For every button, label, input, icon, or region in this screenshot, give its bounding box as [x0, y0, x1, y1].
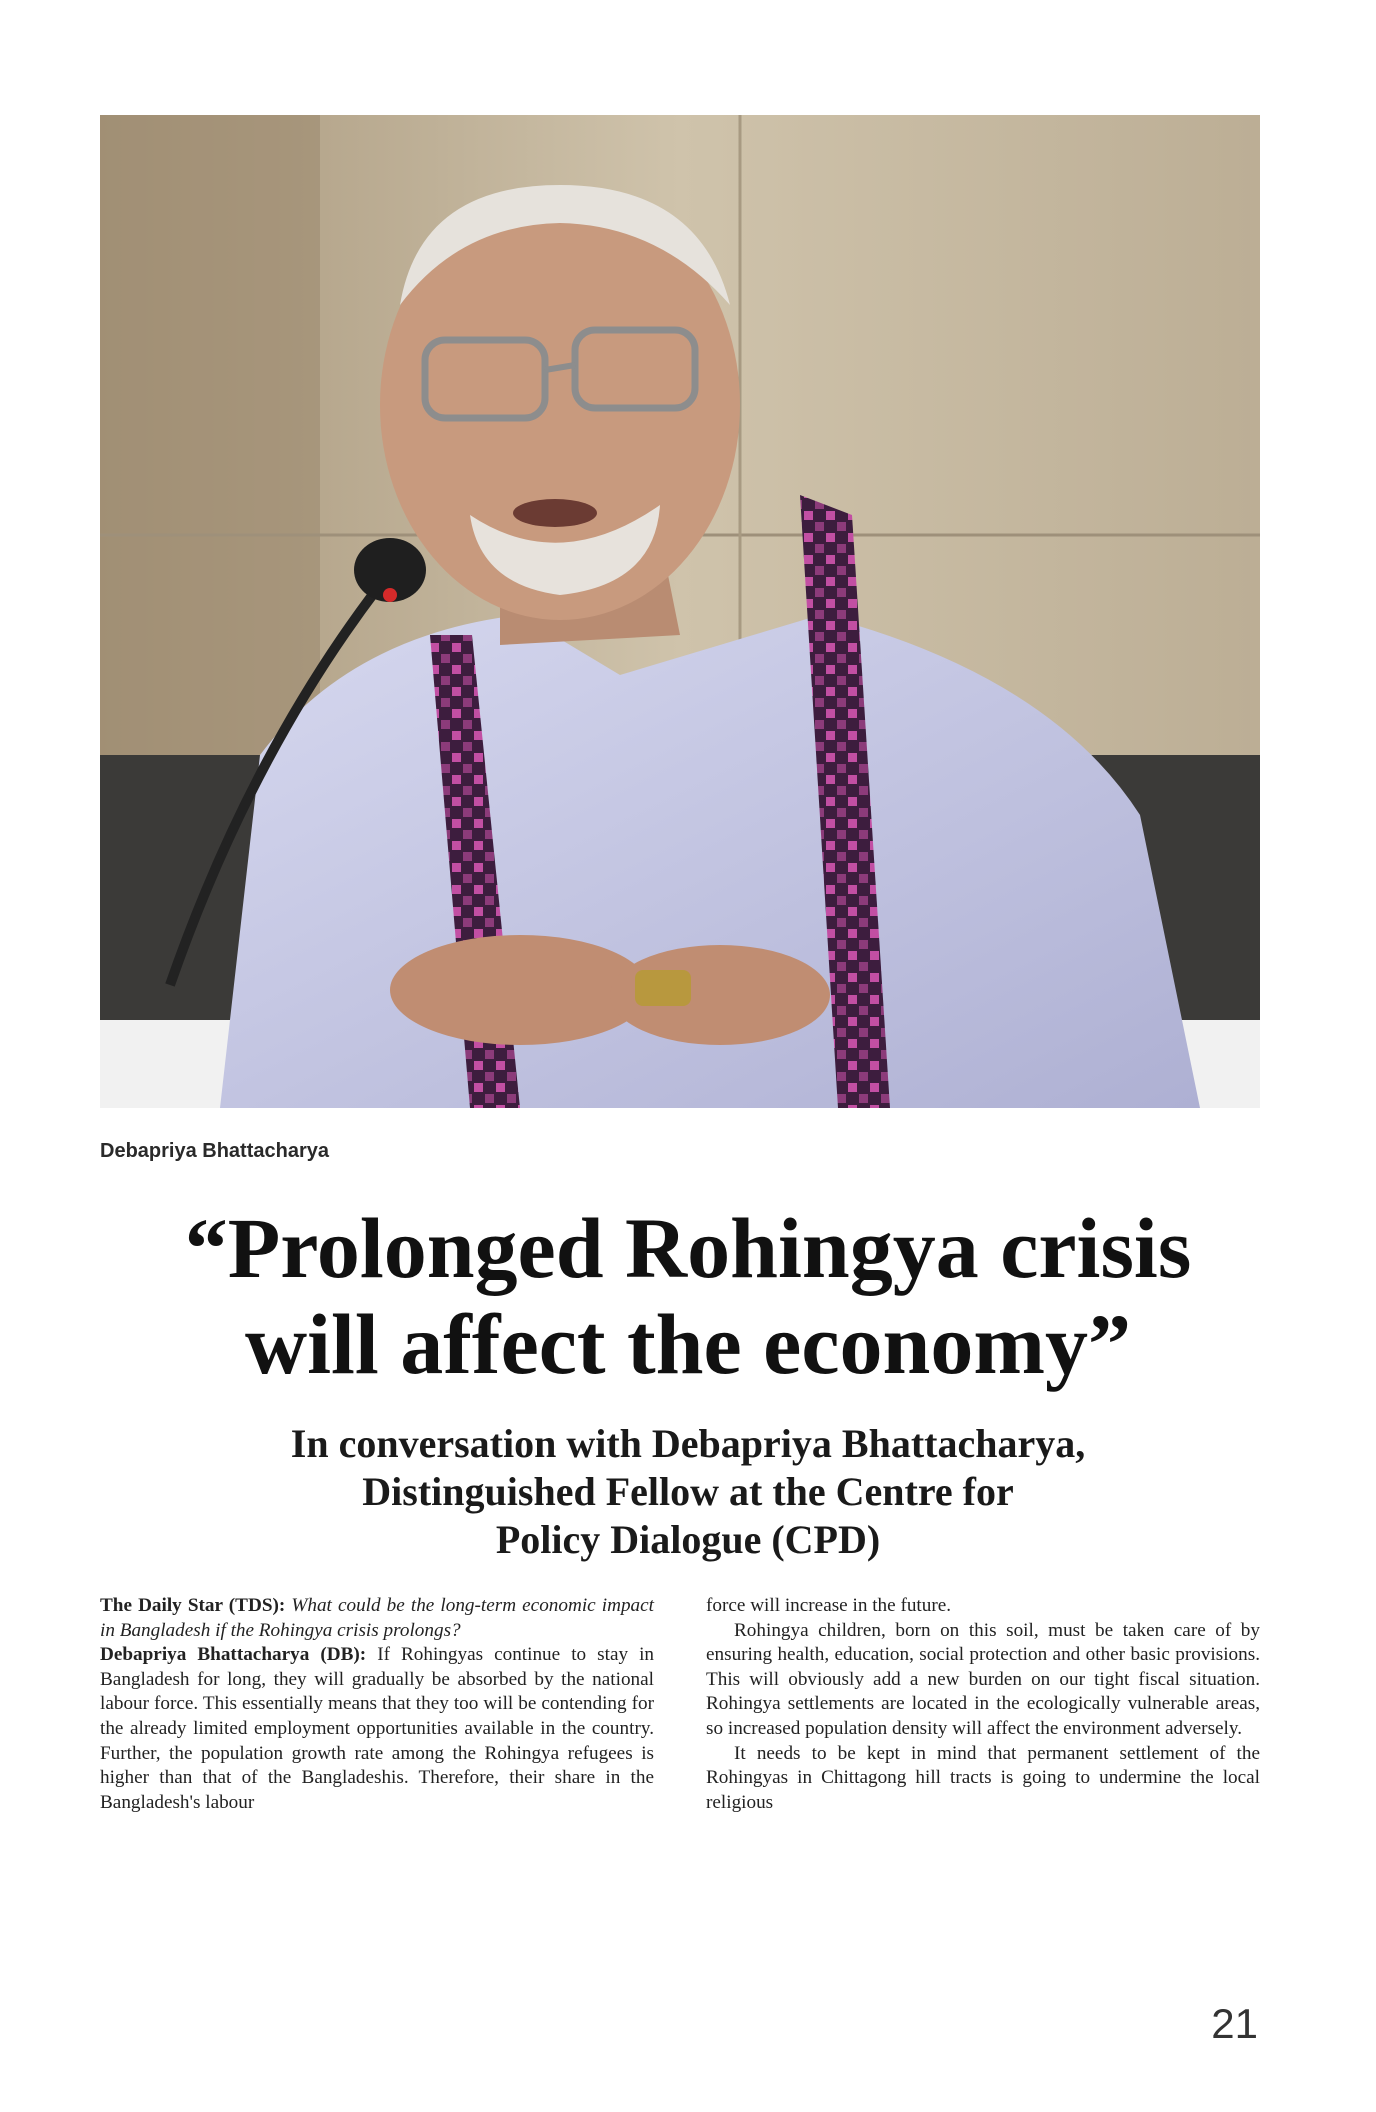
answer-text: If Rohingyas continue to stay in Bangladesh for long, they will gradually be absorbed by the national labour force. This essentially means that they too will be contending for the already limited employment opportunities available in the country. Further, the population growth rate among the Rohingya refugees is higher than that of the Bangladeshis. Therefore, their share in the Bangladesh's labour [100, 1644, 655, 1813]
article-column-right [706, 1594, 1260, 1815]
headline-line-1: “Prolonged Rohingya crisis [184, 1200, 1192, 1296]
answer-paragraph [100, 1643, 654, 1815]
subhead-line-1: In conversation with Debapriya Bhattacharya, [290, 1421, 1086, 1466]
page-number: 21 [1211, 2000, 1258, 2047]
article-column-left [100, 1594, 654, 1815]
question-paragraph [100, 1594, 654, 1643]
subheadline [120, 1420, 1256, 1564]
question-text: What could be the long-term economic impact in Bangladesh if the Rohingya crisis prolongs? [100, 1595, 654, 1641]
portrait-photo [100, 115, 1260, 1108]
body-paragraph-1: force will increase in the future. [706, 1595, 952, 1616]
interviewer-label: The Daily Star (TDS): [100, 1595, 286, 1616]
portrait-illustration [100, 115, 1260, 1108]
subhead-line-2: Distinguished Fellow at the Centre for [362, 1469, 1014, 1514]
body-paragraph-2: Rohingya children, born on this soil, must be taken care of by ensuring health, education, social protection and other basic provisions. This will obviously add a new burden on our tight fiscal situation. Rohingya settlements are located in the ecologically vulnerable areas, so increased population density will affect the environment adversely. [706, 1619, 1260, 1739]
interviewee-label: Debapriya Bhattacharya (DB): [100, 1644, 367, 1666]
headline [80, 1200, 1296, 1392]
subhead-line-3: Policy Dialogue (CPD) [495, 1517, 881, 1562]
body-paragraph-3: It needs to be kept in mind that permanent settlement of the Rohingyas in Chittagong hill tracts is going to undermine the local religious [706, 1742, 1260, 1813]
photo-caption: Debapriya Bhattacharya [100, 1140, 329, 1162]
headline-line-2: will affect the economy” [245, 1296, 1131, 1392]
